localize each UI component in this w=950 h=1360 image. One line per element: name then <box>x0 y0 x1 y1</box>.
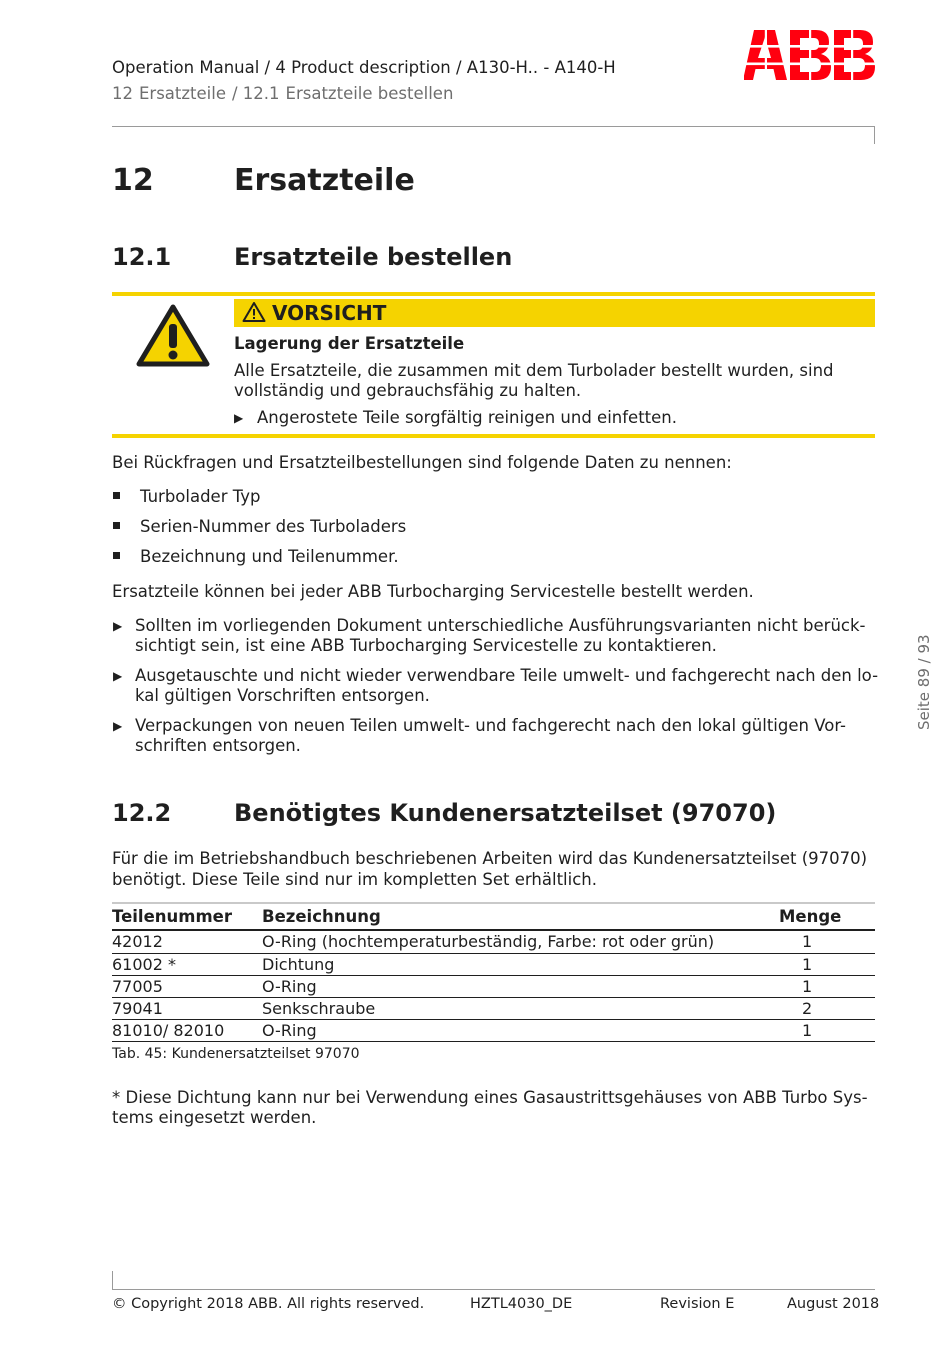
header-corner-tick <box>874 126 875 144</box>
table-cell-part-number: 61002 * <box>112 955 176 974</box>
action-arrow-icon: ▶ <box>113 719 123 733</box>
breadcrumb-chapter: Ersatzteile <box>139 84 226 103</box>
breadcrumb <box>112 84 459 103</box>
table-caption: Tab. 45: Kundenersatzteilset 97070 <box>112 1046 360 1062</box>
warning-body-line-1: Alle Ersatzteile, die zusammen mit dem Turbolader bestellt wurden, sind <box>234 361 834 380</box>
warning-action: Angerostete Teile sorgfältig reinigen und einfetten. <box>257 408 678 427</box>
action-arrow-icon: ▶ <box>113 619 123 633</box>
bullet-item: Serien-Nummer des Turboladers <box>140 517 407 536</box>
action-item-line: Ausgetauschte und nicht wieder verwendbare Teile umwelt- und fachgerecht nach den lo- <box>135 666 879 685</box>
warning-triangle-icon <box>136 303 210 371</box>
footer-document-id: HZTL4030_DE <box>470 1296 573 1312</box>
action-item-line: Sollten im vorliegenden Dokument unterschiedliche Ausführungsvarianten nicht berück- <box>135 616 866 635</box>
footer-revision: Revision E <box>660 1296 735 1312</box>
table-cell-description: O-Ring <box>262 977 317 996</box>
table-row-rule <box>112 975 875 976</box>
warning-label: VORSICHT <box>272 301 387 325</box>
order-text: Ersatzteile können bei jeder ABB Turbocharging Servicestelle bestellt werden. <box>112 582 754 601</box>
action-arrow-icon: ▶ <box>234 411 244 425</box>
set-text-line-1: Für die im Betriebshandbuch beschriebenen Arbeiten wird das Kundenersatzteilset (97070) <box>112 849 868 868</box>
footnote-line-2: tems eingesetzt werden. <box>112 1108 317 1127</box>
chapter-number: 12 <box>112 163 154 198</box>
action-arrow-icon: ▶ <box>113 669 123 683</box>
bullet-square-icon <box>113 522 120 529</box>
section-number-12-1: 12.1 <box>112 243 172 271</box>
table-cell-quantity: 1 <box>802 1021 813 1040</box>
table-cell-description: Senkschraube <box>262 999 376 1018</box>
table-row-rule <box>112 953 875 954</box>
footer-copyright: © Copyright 2018 ABB. All rights reserved. <box>112 1296 425 1312</box>
table-header-description: Bezeichnung <box>262 907 381 926</box>
table-cell-quantity: 1 <box>802 932 813 951</box>
header-rule <box>112 126 875 127</box>
footer-rule <box>112 1289 875 1290</box>
action-item-line: Verpackungen von neuen Teilen umwelt- und fachgerecht nach den lokal gültigen Vor- <box>135 716 847 735</box>
warning-header <box>234 299 875 327</box>
warning-title: Lagerung der Ersatzteile <box>234 334 465 353</box>
table-header-rule <box>112 929 875 931</box>
bullet-item: Bezeichnung und Teilenummer. <box>140 547 399 566</box>
table-header-quantity: Menge <box>779 907 842 926</box>
bullet-item: Turbolader Typ <box>140 487 261 506</box>
breadcrumb-section-number: / 12.1 <box>232 84 280 103</box>
action-item-line: schriften entsorgen. <box>135 736 301 755</box>
bullet-square-icon <box>113 552 120 559</box>
section-title-12-2: Benötigtes Kundenersatzteilset (97070) <box>234 799 777 827</box>
warning-top-bar <box>112 292 875 296</box>
table-cell-quantity: 1 <box>802 977 813 996</box>
table-cell-description: Dichtung <box>262 955 335 974</box>
table-cell-part-number: 77005 <box>112 977 163 996</box>
table-cell-part-number: 42012 <box>112 932 163 951</box>
table-cell-part-number: 81010/ 82010 <box>112 1021 225 1040</box>
table-row-rule <box>112 1019 875 1020</box>
action-item-line: kal gültigen Vorschriften entsorgen. <box>135 686 430 705</box>
table-cell-quantity: 1 <box>802 955 813 974</box>
chapter-title: Ersatzteile <box>234 163 415 198</box>
warning-body-line-2: vollständig und gebrauchsfähig zu halten. <box>234 381 582 400</box>
table-cell-part-number: 79041 <box>112 999 163 1018</box>
set-text-line-2: benötigt. Diese Teile sind nur im kompletten Set erhältlich. <box>112 870 597 889</box>
table-cell-description: O-Ring (hochtemperaturbeständig, Farbe: rot oder grün) <box>262 932 715 951</box>
action-item-line: sichtigt sein, ist eine ABB Turbocharging Servicestelle zu kontaktieren. <box>135 636 717 655</box>
bullet-square-icon <box>113 492 120 499</box>
warning-bottom-bar <box>112 434 875 438</box>
section-title-12-1: Ersatzteile bestellen <box>234 243 513 271</box>
footnote-line-1: * Diese Dichtung kann nur bei Verwendung eines Gasaustrittsgehäuses von ABB Turbo Sys- <box>112 1088 868 1107</box>
abb-logo <box>744 30 876 84</box>
page-number-label: Seite 89 / 93 <box>915 634 933 730</box>
document-path: Operation Manual / 4 Product description / A130-H.. - A140-H <box>112 58 616 77</box>
intro-text: Bei Rückfragen und Ersatzteilbestellungen sind folgende Daten zu nennen: <box>112 453 732 472</box>
breadcrumb-section: Ersatzteile bestellen <box>285 84 454 103</box>
footer-corner-tick <box>112 1271 113 1289</box>
table-cell-description: O-Ring <box>262 1021 317 1040</box>
table-row-rule <box>112 997 875 998</box>
footer-date: August 2018 <box>787 1296 880 1312</box>
section-number-12-2: 12.2 <box>112 799 172 827</box>
table-header-part-number: Teilenummer <box>112 907 232 926</box>
breadcrumb-chapter-number: 12 <box>112 84 133 103</box>
small-warning-icon <box>242 301 266 327</box>
table-bottom-rule <box>112 1041 875 1042</box>
table-cell-quantity: 2 <box>802 999 813 1018</box>
table-top-rule <box>112 902 875 904</box>
